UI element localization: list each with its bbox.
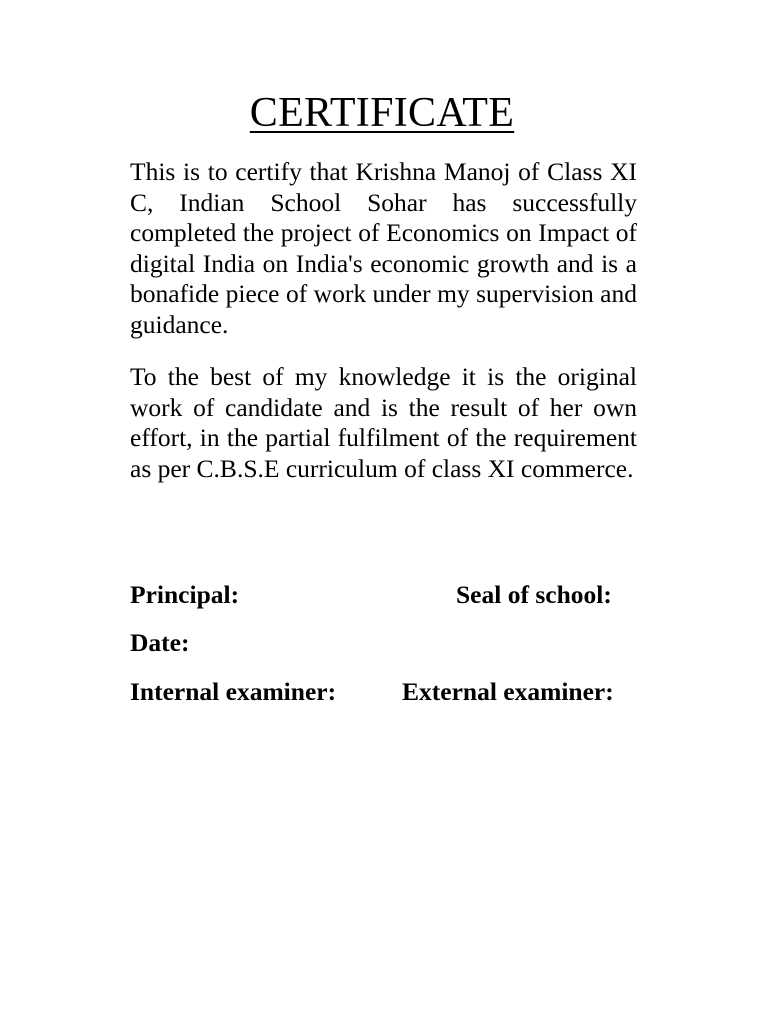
date-label: Date: (130, 628, 190, 657)
certification-paragraph: This is to certify that Krishna Manoj of Class XI C, Indian School Sohar has successfully completed the project of Economics on Impact of digital India on India's economic growth and is a bonafide piece of work under my supervision and guidance. (130, 157, 637, 339)
certificate-title: CERTIFICATE (249, 90, 515, 136)
principal-label: Principal: (130, 580, 240, 609)
declaration-paragraph: To the best of my knowledge it is the original work of candidate and is the result of her own effort, in the partial fulfilment of the requirement as per C.B.S.E curriculum of class XI commerce. (130, 362, 637, 483)
external-examiner-label: External examiner: (402, 677, 614, 706)
seal-of-school-label: Seal of school: (456, 580, 612, 609)
internal-examiner-label: Internal examiner: (130, 677, 337, 706)
